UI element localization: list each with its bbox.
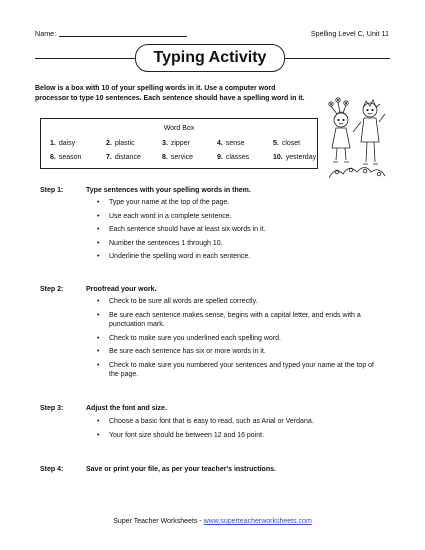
- word-number: 5.: [273, 140, 279, 147]
- bullet-item: • Be sure each sentence makes sense, begins with a capital letter, and ends with a punctuation mark.: [97, 311, 382, 330]
- word-item: [106, 154, 141, 161]
- bullet-item: • Underline the spelling word in each sentence.: [97, 252, 382, 262]
- step-2-label: Step 2:: [40, 286, 64, 293]
- word-text: service: [170, 154, 194, 161]
- step-4-heading: Save or print your file, as per your teacher's instructions.: [86, 466, 276, 473]
- word-item: [217, 154, 249, 161]
- word-item: [50, 140, 75, 147]
- word-item: [273, 140, 300, 147]
- kids-typing-clipart: [327, 92, 389, 184]
- word-text: season: [58, 154, 82, 161]
- word-number: 4.: [217, 140, 223, 147]
- word-text: plastic: [114, 140, 135, 147]
- word-text: daisy: [58, 140, 76, 147]
- step-1-heading: Type sentences with your spelling words in them.: [86, 187, 251, 194]
- step-4-label: Step 4:: [40, 466, 64, 473]
- bullet-item: • Check to make sure you numbered your sentences and typed your name at the top of the page.: [97, 361, 382, 380]
- word-number: 8.: [162, 154, 168, 161]
- bullet-item: • Check to be sure all words are spelled correctly.: [97, 297, 382, 307]
- word-number: 3.: [162, 140, 168, 147]
- page-title: Typing Activity: [135, 44, 285, 72]
- footer: [0, 518, 425, 525]
- step-1-bullets: [97, 198, 382, 266]
- bullet-item: • Each sentence should have at least six words in it.: [97, 225, 382, 235]
- bullet-item: • Type your name at the top of the page.: [97, 198, 382, 208]
- step-2-heading: Proofread your work.: [86, 286, 157, 293]
- word-box-title: Word Box: [163, 125, 195, 132]
- word-text: closet: [281, 140, 301, 147]
- word-item: [162, 140, 190, 147]
- level-label: Spelling Level C, Unit 11: [310, 29, 389, 38]
- footer-link[interactable]: www.superteacherworksheets.com: [203, 518, 312, 525]
- name-label: Name:: [35, 29, 57, 38]
- step-3-bullets: [97, 417, 382, 444]
- word-number: 9.: [217, 154, 223, 161]
- word-text: distance: [114, 154, 141, 161]
- footer-text: Super Teacher Worksheets -: [113, 518, 204, 525]
- word-text: yesterday: [285, 154, 317, 161]
- word-number: 6.: [50, 154, 56, 161]
- word-item: [217, 140, 245, 147]
- bullet-item: • Choose a basic font that is easy to read, such as Arial or Verdana.: [97, 417, 382, 427]
- step-2-bullets: [97, 297, 382, 384]
- bullet-item: • Number the sentences 1 through 10.: [97, 239, 382, 249]
- bullet-item: • Your font size should be between 12 and 16 point.: [97, 431, 382, 441]
- word-number: 2.: [106, 140, 112, 147]
- step-3-heading: Adjust the font and size.: [86, 405, 167, 412]
- word-item: [162, 154, 193, 161]
- step-3-label: Step 3:: [40, 405, 64, 412]
- word-text: zipper: [170, 140, 190, 147]
- bullet-item: • Use each word in a complete sentence.: [97, 212, 382, 222]
- word-number: 7.: [106, 154, 112, 161]
- step-1-label: Step 1:: [40, 187, 64, 194]
- name-blank-line: [59, 29, 187, 37]
- word-text: sense: [225, 140, 245, 147]
- word-item: [50, 154, 81, 161]
- intro-text: Below is a box with 10 of your spelling words in it. Use a computer word processor to type 10 sentences. Each sentence should have a spelling word in it.: [35, 85, 305, 102]
- word-box: [40, 118, 318, 169]
- word-number: 1.: [50, 140, 56, 147]
- word-item: [273, 154, 316, 161]
- bullet-item: • Be sure each sentence has six or more words in it.: [97, 347, 382, 357]
- word-item: [106, 140, 135, 147]
- word-number: 10.: [273, 154, 283, 161]
- word-text: classes: [225, 154, 250, 161]
- bullet-item: • Check to make sure you underlined each spelling word.: [97, 334, 382, 344]
- name-field: [35, 29, 187, 38]
